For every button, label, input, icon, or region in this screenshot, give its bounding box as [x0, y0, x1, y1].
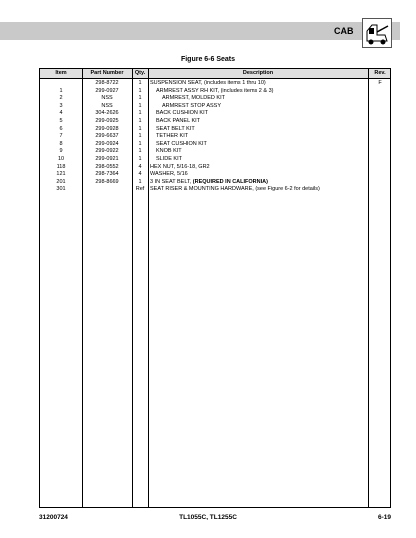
item-number: 8 [59, 140, 63, 147]
item-number: 7 [59, 133, 63, 140]
item-number: 3 [59, 102, 63, 109]
description-text: SEAT BELT KIT [156, 125, 195, 132]
description-text: TETHER KIT [156, 133, 189, 140]
quantity: 1 [138, 148, 142, 155]
telehandler-cab-icon [362, 18, 392, 48]
part-number: 304-2626 [95, 110, 119, 117]
header-item: Item [55, 70, 67, 76]
description-text: WASHER, 5/16 [150, 171, 188, 178]
description-text: ARMREST, MOLDED KIT [162, 95, 225, 102]
item-number: 201 [56, 178, 66, 185]
description [150, 110, 374, 116]
quantity: 1 [138, 133, 142, 140]
item-number: 121 [56, 171, 66, 178]
quantity: 1 [138, 125, 142, 132]
description-text: ARMREST STOP ASSY [162, 102, 221, 109]
description-text: SLIDE KIT [156, 156, 182, 162]
quantity: 1 [138, 80, 142, 86]
item-number: 5 [59, 118, 63, 124]
item-number: 2 [59, 95, 63, 102]
page-number: 6-19 [377, 514, 391, 521]
model-names: TL1055C, TL1255C [179, 514, 237, 521]
header-description: Description [242, 70, 274, 76]
section-label: CAB [334, 26, 354, 36]
quantity: 1 [138, 95, 142, 102]
table-header [40, 69, 390, 79]
quantity: 1 [138, 102, 142, 109]
description-text: ARMREST ASSY RH KIT, (includes items 2 & 3) [156, 87, 274, 94]
part-number: 298-8669 [95, 178, 119, 185]
description [150, 141, 374, 147]
description-text: BACK PANEL KIT [156, 118, 201, 124]
description-text: SUSPENSION SEAT, (includes items 1 thru 10) [150, 80, 266, 86]
item-number: 4 [59, 110, 63, 117]
quantity: Ref [135, 186, 145, 193]
description-text: SEAT CUSHION KIT [156, 140, 207, 147]
description-text: HEX NUT, 5/16-18, GR2 [150, 163, 210, 170]
item-number: 118 [56, 163, 66, 170]
description [150, 133, 374, 139]
description-emphasis: (REQUIRED IN CALIFORNIA) [192, 178, 268, 185]
quantity: 1 [138, 87, 142, 94]
revision: F [378, 80, 382, 86]
description [150, 103, 380, 109]
item-number: 6 [59, 125, 63, 132]
description-text: KNOB KIT [156, 148, 182, 155]
doc-number: 31200724 [39, 514, 68, 521]
part-number: 299-0925 [95, 118, 119, 124]
part-number: 299-0924 [95, 140, 119, 147]
description [150, 118, 374, 124]
quantity: 1 [138, 118, 142, 124]
quantity: 4 [138, 163, 142, 170]
figure-title: Figure 6-6 Seats [180, 56, 236, 63]
quantity: 1 [138, 140, 142, 147]
description-text: SEAT RISER & MOUNTING HARDWARE, (see Figure 6-2 for details) [150, 186, 320, 193]
description-text: 3 IN SEAT BELT, [150, 178, 193, 185]
quantity: 4 [138, 171, 142, 178]
description [150, 156, 374, 162]
quantity: 1 [138, 156, 142, 162]
quantity: 1 [138, 110, 142, 117]
part-number: 299-0927 [95, 87, 119, 94]
item-number: 9 [59, 148, 63, 155]
description [150, 186, 368, 192]
part-number: NSS [101, 95, 113, 102]
header-qty: Qty. [134, 70, 146, 76]
quantity: 1 [138, 178, 142, 185]
description-text: BACK CUSHION KIT [156, 110, 208, 117]
parts-table [39, 68, 391, 508]
part-number: 299-6637 [95, 133, 119, 140]
part-number: 298-8722 [95, 80, 119, 86]
description [150, 88, 374, 94]
description [150, 80, 368, 86]
description [150, 179, 368, 185]
description [150, 171, 368, 177]
part-number: NSS [101, 102, 113, 109]
description [150, 148, 374, 154]
description [150, 95, 380, 101]
item-number: 301 [56, 186, 66, 193]
part-number: 299-0921 [95, 156, 119, 162]
description [150, 126, 374, 132]
part-number: 298-0552 [95, 163, 119, 170]
header-part-number: Part Number [90, 70, 124, 76]
part-number: 299-0922 [95, 148, 119, 155]
item-number: 10 [57, 156, 65, 162]
table-row [40, 185, 390, 193]
part-number: 298-7364 [95, 171, 119, 178]
part-number: 299-0928 [95, 125, 119, 132]
header-rev: Rev. [374, 70, 386, 76]
item-number: 1 [59, 87, 63, 94]
description [150, 164, 368, 170]
